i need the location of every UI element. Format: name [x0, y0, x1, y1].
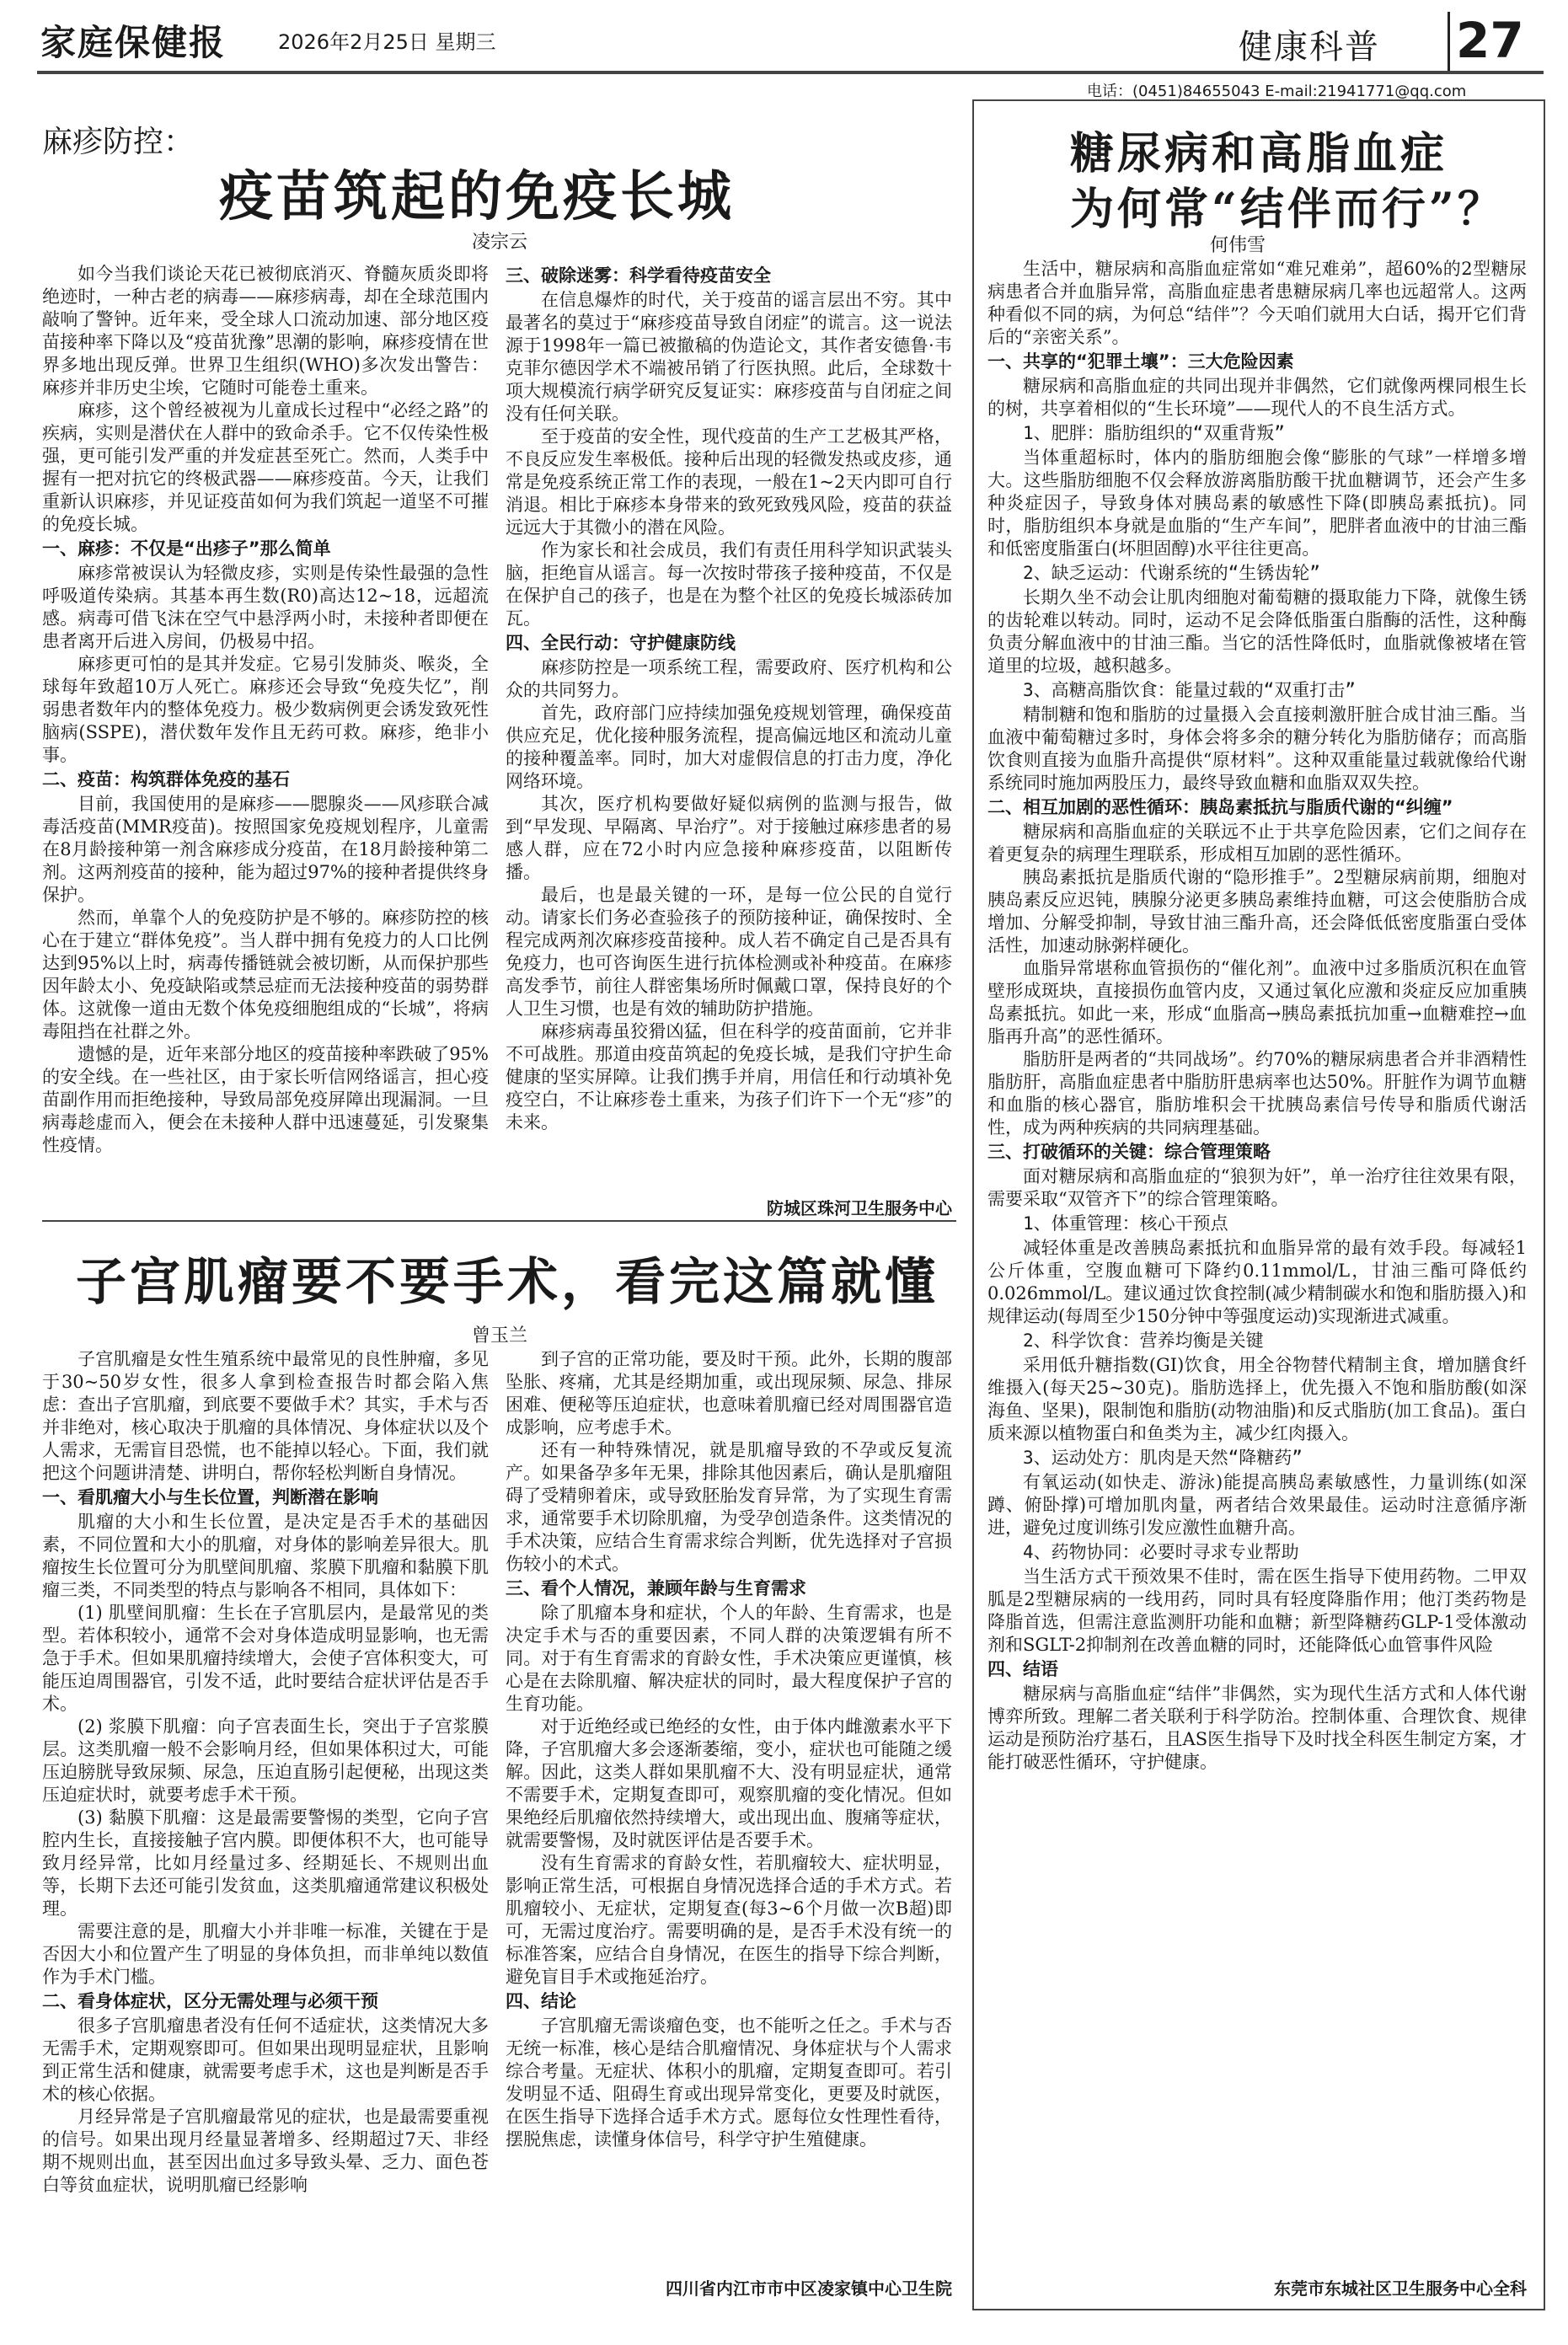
subheading: 四、结论 — [506, 1991, 576, 2011]
subheading: 1、肥胖：脂肪组织的“双重背叛” — [1023, 423, 1285, 443]
article2-column-a — [42, 1348, 489, 2300]
subheading: 一、麻疹：不仅是“出疹子”那么简单 — [42, 538, 331, 559]
article1-column-b — [506, 263, 952, 1198]
paragraph: 然而，单靠个人的免疫防护是不够的。麻疹防控的核心在于建立“群体免疫”。当人群中拥有免疫力的人口比例达到95%以上时，病毒传播链就会被切断，从而保护那些因年龄太小、免疫缺陷或禁忌症而无法接种疫苗的弱势群体。这就像一道由无数个体免疫细胞组成的“长城”，将病毒阻挡在社群之外。 — [42, 907, 489, 1041]
subheading: 3、运动处方：肌肉是天然“降糖药” — [1023, 1448, 1303, 1468]
subheading: 1、体重管理：核心干预点 — [1023, 1213, 1228, 1234]
article2-title: 子宫肌瘤要不要手术，看完这篇就懂 — [76, 1253, 939, 1312]
article2-source: 四川省内江市市中区凌家镇中心卫生院 — [666, 2278, 952, 2299]
paragraph: 胰岛素抵抗是脂质代谢的“隐形推手”。2型糖尿病前期，细胞对胰岛素反应迟钝，胰腺分泌更多胰岛素维持血糖，可这会使脂肪合成增加、分解受抑制，导致甘油三酯升高，还会降低低密度脂蛋白受体活性，加速动脉粥样硬化。 — [987, 867, 1527, 956]
subheading: 二、看身体症状，区分无需处理与必须干预 — [42, 1991, 378, 2011]
paragraph: (1) 肌壁间肌瘤：生长在子宫肌层内，是最常见的类型。若体积较小，通常不会对身体造成明显影响，也无需急于手术。但如果肌瘤持续增大，会使子宫体积变大，可能压迫周围器官，引发不适，此时要结合症状评估是否手术。 — [42, 1603, 489, 1714]
subheading: 一、共享的“犯罪土壤”：三大危险因素 — [987, 351, 1294, 372]
paragraph: 对于近绝经或已绝经的女性，由于体内雌激素水平下降，子宫肌瘤大多会逐渐萎缩，变小，症状也可能随之缓解。因此，这类人群如果肌瘤不大、没有明显症状，通常不需要手术，定期复查即可，观察肌瘤的变化情况。但如果绝经后肌瘤依然持续增大，或出现出血、腹痛等症状，就需要警惕，及时就医评估是否要手术。 — [506, 1716, 952, 1850]
article3-author: 何伟雪 — [1210, 235, 1266, 256]
paragraph: 麻疹病毒虽狡猾凶猛，但在科学的疫苗面前，它并非不可战胜。那道由疫苗筑起的免疫长城，是我们守护生命健康的坚实屏障。让我们携手并肩，用信任和行动填补免疫空白，不让麻疹卷土重来，为孩子们许下一个无“疹”的未来。 — [506, 1021, 952, 1132]
subheading: 四、全民行动：守护健康防线 — [506, 633, 736, 653]
article-divider — [42, 1220, 956, 1222]
paragraph: 很多子宫肌瘤患者没有任何不适症状，这类情况大多无需手术，定期观察即可。但如果出现明显症状，且影响到正常生活和健康，就需要考虑手术，这也是判断是否手术的核心依据。 — [42, 2016, 489, 2104]
article1-kicker: 麻疹防控： — [42, 125, 195, 159]
paragraph: 在信息爆炸的时代，关于疫苗的谣言层出不穷。其中最著名的莫过于“麻疹疫苗导致自闭症”的谎言。这一说法源于1998年一篇已被撤稿的伪造论文，其作者安德鲁·韦克菲尔德因学术不端被吊销了行医执照。此后，全球数十项大规模流行病学研究反复证实：麻疹疫苗与自闭症之间没有任何关联。 — [506, 290, 952, 424]
contact-line: 电话：(0451)84655043 E-mail:21941771@qq.com — [1087, 83, 1467, 100]
article3-title-line1: 糖尿病和高脂血症 — [1070, 128, 1448, 179]
section-name: 健康科普 — [1239, 28, 1380, 67]
article3-column — [987, 258, 1527, 2263]
newspaper-title: 家庭保健报 — [40, 22, 227, 63]
paragraph: 长期久坐不动会让肌肉细胞对葡萄糖的摄取能力下降，就像生锈的齿轮难以转动。同时，运动不足会降低脂蛋白脂酶的活性，这种酶负责分解血液中的甘油三酯。当它的活性降低时，血脂就像被堵在管道里的垃圾，越积越多。 — [987, 587, 1527, 676]
paragraph: 糖尿病与高脂血症“结伴”非偶然，实为现代生活方式和人体代谢博弈所致。理解二者关联利于科学防治。控制体重、合理饮食、规律运动是预防治疗基石，且AS医生指导下及时找全科医生制定方案，才能打破恶性循环，守护健康。 — [987, 1684, 1527, 1772]
paragraph: 还有一种特殊情况，就是肌瘤导致的不孕或反复流产。如果备孕多年无果，排除其他因素后，确认是肌瘤阻碍了受精卵着床，或导致胚胎发育异常，为了实现生育需求，通常要手术切除肌瘤，为受孕创造条件。这类情况的手术决策，应结合生育需求综合判断，优先选择对子宫损伤较小的术式。 — [506, 1440, 952, 1574]
paragraph: 子宫肌瘤是女性生殖系统中最常见的良性肿瘤，多见于30~50岁女性，很多人拿到检查报告时都会陷入焦虑：查出子宫肌瘤，到底要不要做手术？其实，手术与否并非绝对，核心取决于肌瘤的具体情况、身体症状以及个人需求，无需盲目恐慌，也不能掉以轻心。下面，我们就把这个问题讲清楚、讲明白，帮你轻松判断自身情况。 — [42, 1349, 489, 1483]
paragraph: 最后，也是最关键的一环，是每一位公民的自觉行动。请家长们务必查验孩子的预防接种证，确保按时、全程完成两剂次麻疹疫苗接种。成人若不确定自己是否具有免疫力，也可咨询医生进行抗体检测或补种疫苗。在麻疹高发季节，前往人群密集场所时佩戴口罩，保持良好的个人卫生习惯，也是有效的辅助防护措施。 — [506, 885, 952, 1019]
subheading: 一、看肌瘤大小与生长位置，判断潜在影响 — [42, 1487, 378, 1507]
subheading: 二、相互加剧的恶性循环：胰岛素抵抗与脂质代谢的“纠缠” — [987, 797, 1453, 817]
paragraph: 子宫肌瘤无需谈瘤色变，也不能听之任之。手术与否无统一标准，核心是结合肌瘤情况、身体症状与个人需求综合考量。无症状、体积小的肌瘤，定期复查即可。若引发明显不适、阻碍生育或出现异常变化，更要及时就医，在医生指导下选择合适手术方式。愿每位女性理性看待，摆脱焦虑，读懂身体信号，科学守护生殖健康。 — [506, 2016, 952, 2150]
subheading: 三、破除迷雾：科学看待疫苗安全 — [506, 265, 771, 286]
article3-source: 东莞市东城社区卫生服务中心全科 — [1274, 2278, 1527, 2299]
paragraph: 糖尿病和高脂血症的关联远不止于共享危险因素，它们之间存在着更复杂的病理生理联系，形成相互加剧的恶性循环。 — [987, 822, 1527, 865]
article1-column-a — [42, 263, 489, 1215]
subheading: 二、疫苗：构筑群体免疫的基石 — [42, 769, 290, 790]
article1-title: 疫苗筑起的免疫长城 — [219, 165, 735, 228]
paragraph: 精制糖和饱和脂肪的过量摄入会直接刺激肝脏合成甘油三酯。当血液中葡萄糖过多时，身体会将多余的糖分转化为脂肪储存；而高脂饮食则直接为血脂升高提供“原材料”。这种双重能量过载就像给代谢系统同时施加两股压力，最终导致血糖和血脂双双失控。 — [987, 704, 1527, 793]
paragraph: 其次，医疗机构要做好疑似病例的监测与报告，做到“早发现、早隔离、早治疗”。对于接触过麻疹患者的易感人群，应在72小时内应急接种麻疹疫苗，以阻断传播。 — [506, 794, 952, 882]
paragraph: 麻疹更可怕的是其并发症。它易引发肺炎、喉炎，全球每年致超10万人死亡。麻疹还会导致“免疫失忆”，削弱患者数年内的整体免疫力。极少数病例更会诱发致死性脑病(SSPE)，潜伏数年发作且无药可救。麻疹，绝非小事。 — [42, 654, 489, 765]
paragraph: 作为家长和社会成员，我们有责任用科学知识武装头脑，拒绝盲从谣言。每一次按时带孩子接种疫苗，不仅是在保护自己的孩子，也是在为整个社区的免疫长城添砖加瓦。 — [506, 540, 952, 629]
paragraph: 首先，政府部门应持续加强免疫规划管理，确保疫苗供应充足，优化接种服务流程，提高偏远地区和流动儿童的接种覆盖率。同时，加大对虚假信息的打击力度，净化网络环境。 — [506, 703, 952, 791]
subheading: 4、药物协同：必要时寻求专业帮助 — [1023, 1542, 1299, 1562]
subheading: 3、高糖高脂饮食：能量过载的“双重打击” — [1023, 680, 1356, 700]
subheading: 三、看个人情况，兼顾年龄与生育需求 — [506, 1578, 806, 1598]
paragraph: (3) 黏膜下肌瘤：这是最需要警惕的类型，它向子宫腔内生长，直接接触子宫内膜。即便体积不大，也可能导致月经异常，比如月经量过多、经期延长、不规则出血等，长期下去还可能引发贫血，这类肌瘤通常建议积极处理。 — [42, 1807, 489, 1919]
paragraph: 麻疹，这个曾经被视为儿童成长过程中“必经之路”的疾病，实则是潜伏在人群中的致命杀手。它不仅传染性极强，更可能引发严重的并发症甚至死亡。然而，人类手中握有一把对抗它的终极武器——麻疹疫苗。今天，让我们重新认识麻疹，并见证疫苗如何为我们筑起一道坚不可摧的免疫长城。 — [42, 400, 489, 534]
paragraph: 当生活方式干预效果不佳时，需在医生指导下使用药物。二甲双胍是2型糖尿病的一线用药，同时具有轻度降脂作用；他汀类药物是降脂首选，但需注意监测肝功能和血糖；新型降糖药GLP-1受体激动剂和SGLT-2抑制剂在改善血糖的同时，还能降低心血管事件风险 — [987, 1566, 1527, 1655]
paragraph: 需要注意的是，肌瘤大小并非唯一标准，关键在于是否因大小和位置产生了明显的身体负担，而非单纯以数值作为手术门槛。 — [42, 1921, 489, 1987]
subheading: 三、打破循环的关键：综合管理策略 — [987, 1142, 1271, 1162]
paragraph: 如今当我们谈论天花已被彻底消灭、脊髓灰质炎即将绝迹时，一种古老的病毒——麻疹病毒，却在全球范围内敲响了警钟。近年来，受全球人口流动加速、部分地区疫苗接种率下降以及“疫苗犹豫”思潮的影响，麻疹疫情在世界多地出现反弹。世界卫生组织(WHO)多次发出警告：麻疹并非历史尘埃，它随时可能卷土重来。 — [42, 264, 489, 398]
article3-title-line2: 为何常“结伴而行”？ — [1070, 184, 1505, 235]
paragraph: 脂肪肝是两者的“共同战场”。约70%的糖尿病患者合并非酒精性脂肪肝，高脂血症患者中脂肪肝患病率也达50%。肝脏作为调节血糖和血脂的核心器官，脂肪堆积会干扰胰岛素信号传导和脂质代谢活性，成为两种疾病的共同病理基础。 — [987, 1049, 1527, 1138]
subheading: 2、科学饮食：营养均衡是关键 — [1023, 1330, 1264, 1351]
article2-column-b — [506, 1348, 952, 2267]
paragraph: 月经异常是子宫肌瘤最常见的症状，也是最需要重视的信号。如果出现月经量显著增多、经期超过7天、非经期不规则出血，甚至因出血过多导致头晕、乏力、面色苍白等贫血症状，说明肌瘤已经影响 — [42, 2107, 489, 2195]
paragraph: 采用低升糖指数(GI)饮食，用全谷物替代精制主食，增加膳食纤维摄入(每天25~30克)。脂肪选择上，优先摄入不饱和脂肪酸(如深海鱼、坚果)，限制饱和脂肪(动物油脂)和反式脂肪(加工食品)。蛋白质来源以植物蛋白和鱼类为主，减少红肉摄入。 — [987, 1355, 1527, 1443]
paragraph: 除了肌瘤本身和症状，个人的年龄、生育需求，也是决定手术与否的重要因素，不同人群的决策逻辑有所不同。对于有生育需求的育龄女性，手术决策应更谨慎，核心是在去除肌瘤、解决症状的同时，最大程度保护子宫的生育功能。 — [506, 1603, 952, 1714]
paragraph: 有氧运动(如快走、游泳)能提高胰岛素敏感性，力量训练(如深蹲、俯卧撑)可增加肌肉量，两者结合效果最佳。运动时注意循序渐进，避免过度训练引发应激性血糖升高。 — [987, 1472, 1527, 1538]
issue-date: 2026年2月25日 星期三 — [278, 30, 496, 54]
paragraph: 血脂异常堪称血管损伤的“催化剂”。血液中过多脂质沉积在血管壁形成斑块，直接损伤血管内皮，又通过氧化应激和炎症反应加重胰岛素抵抗。如此一来，形成“血脂高→胰岛素抵抗加重→血糖难控→血脂再升高”的恶性循环。 — [987, 958, 1527, 1047]
paragraph: 到子宫的正常功能，要及时干预。此外，长期的腹部坠胀、疼痛，尤其是经期加重，或出现尿频、尿急、排尿困难、便秘等压迫症状，也意味着肌瘤已经对周围器官造成影响，应考虑手术。 — [506, 1349, 952, 1438]
paragraph: 糖尿病和高脂血症的共同出现并非偶然，它们就像两棵同根生长的树，共享着相似的“生长环境”——现代人的不良生活方式。 — [987, 376, 1527, 419]
paragraph: 目前，我国使用的是麻疹——腮腺炎——风疹联合减毒活疫苗(MMR疫苗)。按照国家免疫规划程序，儿童需在8月龄接种第一剂含麻疹成分疫苗，在18月龄接种第二剂。这两剂疫苗的接种，能为超过97%的接种者提供终身保护。 — [42, 794, 489, 905]
article1-author: 凌宗云 — [472, 232, 528, 253]
paragraph: (2) 浆膜下肌瘤：向子宫表面生长，突出于子宫浆膜层。这类肌瘤一般不会影响月经，但如果体积过大，可能压迫膀胱导致尿频、尿急，压迫直肠引起便秘，出现这类压迫症状时，就要考虑手术干预。 — [42, 1716, 489, 1805]
article2-author: 曾玉兰 — [472, 1325, 528, 1347]
subheading: 2、缺乏运动：代谢系统的“生锈齿轮” — [1023, 563, 1320, 583]
paragraph: 面对糖尿病和高脂血症的“狼狈为奸”，单一治疗往往效果有限，需要采取“双管齐下”的综合管理策略。 — [987, 1166, 1527, 1209]
paragraph: 生活中，糖尿病和高脂血症常如“难兄难弟”，超60%的2型糖尿病患者合并血脂异常，高脂血症患者患糖尿病几率也远超常人。这两种看似不同的病，为何总“结伴”？今天咱们就用大白话，揭开它们背后的“亲密关系”。 — [987, 259, 1527, 347]
page-number: 27 — [1456, 12, 1524, 69]
paragraph: 肌瘤的大小和生长位置，是决定是否手术的基础因素，不同位置和大小的肌瘤，对身体的影响差异很大。肌瘤按生长位置可分为肌壁间肌瘤、浆膜下肌瘤和黏膜下肌瘤三类，不同类型的特点与影响各不相同，具体如下： — [42, 1512, 489, 1600]
paragraph: 麻疹常被误认为轻微皮疹，实则是传染性最强的急性呼吸道传染病。其基本再生数(R0)高达12~18，远超流感。病毒可借飞沫在空气中悬浮两小时，未接种者即便在患者离开后进入房间，仍极易中招。 — [42, 563, 489, 651]
paragraph: 遗憾的是，近年来部分地区的疫苗接种率跌破了95%的安全线。在一些社区，由于家长听信网络谣言，担心疫苗副作用而拒绝接种，导致局部免疫屏障出现漏洞。一旦病毒趁虚而入，便会在未接种人群中迅速蔓延，引发聚集性疫情。 — [42, 1044, 489, 1155]
header-rule — [37, 71, 1544, 74]
article1-source: 防城区珠河卫生服务中心 — [767, 1198, 952, 1218]
paragraph: 减轻体重是改善胰岛素抵抗和血脂异常的最有效手段。每减轻1公斤体重，空腹血糖可下降约0.11mmol/L，甘油三酯可降低约0.026mmol/L。建议通过饮食控制(减少精制碳水和饱和脂肪摄入)和规律运动(每周至少150分钟中等强度运动)实现渐进式减重。 — [987, 1238, 1527, 1326]
paragraph: 麻疹防控是一项系统工程，需要政府、医疗机构和公众的共同努力。 — [506, 657, 952, 700]
paragraph: 至于疫苗的安全性，现代疫苗的生产工艺极其严格，不良反应发生率极低。接种后出现的轻微发热或皮疹，通常是免疫系统正常工作的表现，一般在1~2天内即可自行消退。相比于麻疹本身带来的致死致残风险，疫苗的获益远远大于其微小的潜在风险。 — [506, 426, 952, 538]
paragraph: 没有生育需求的育龄女性，若肌瘤较大、症状明显，影响正常生活，可根据自身情况选择合适的手术方式。若肌瘤较小、无症状，定期复查(每3~6个月做一次B超)即可，无需过度治疗。需要明确的是，是否手术没有统一的标准答案，应结合自身情况，在医生的指导下综合判断，避免盲目手术或拖延治疗。 — [506, 1853, 952, 1987]
subheading: 四、结语 — [987, 1659, 1058, 1679]
paragraph: 当体重超标时，体内的脂肪细胞会像“膨胀的气球”一样增多增大。这些脂肪细胞不仅会释放游离脂肪酸干扰血糖调节，还会产生多种炎症因子，导致身体对胰岛素的敏感性下降(即胰岛素抵抗)。同时，脂肪组织本身就是血脂的“生产车间”，肥胖者血液中的甘油三酯和低密度脂蛋白(坏胆固醇)水平往往更高。 — [987, 447, 1527, 559]
